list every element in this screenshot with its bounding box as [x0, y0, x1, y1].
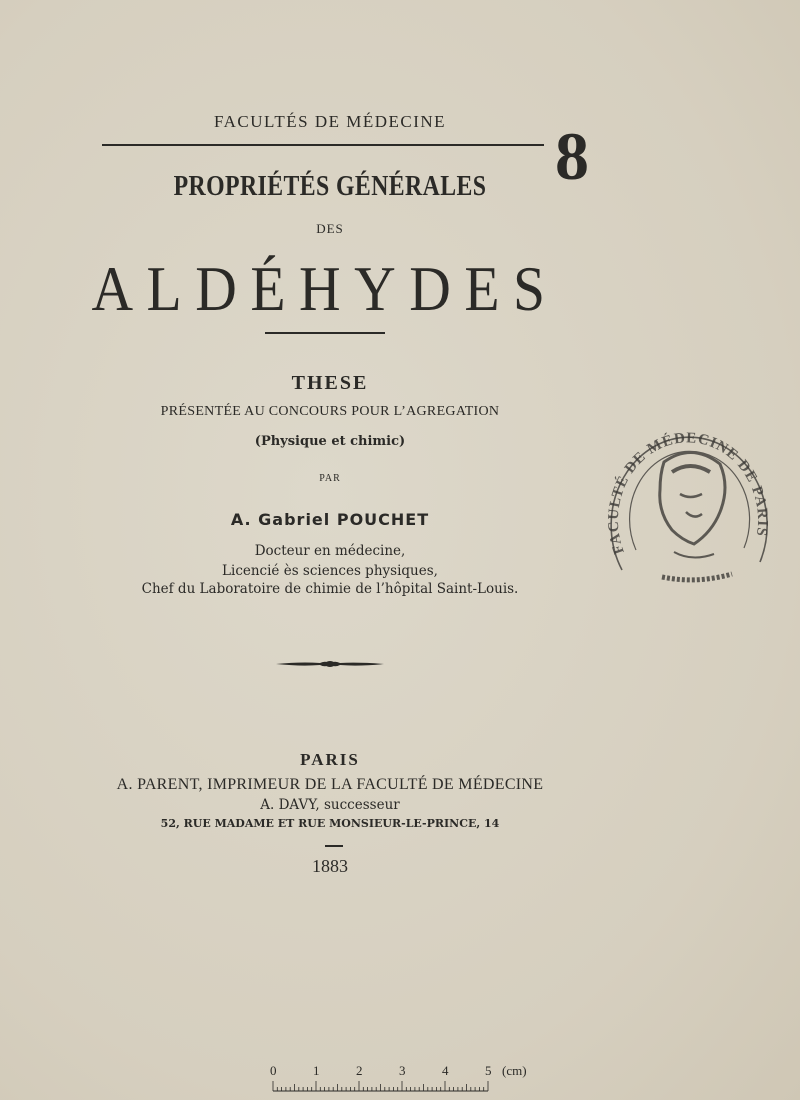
imprint-year: 1883	[312, 856, 348, 876]
scale-label: 1	[313, 1063, 320, 1078]
scale-label: 3	[399, 1063, 406, 1078]
imprint-address: 52, RUE MADAME ET RUE MONSIEUR-LE-PRINCE, 14	[160, 817, 500, 830]
title-rule	[265, 332, 385, 334]
ornament-divider-icon	[276, 660, 384, 668]
scale-unit: (cm)	[502, 1063, 527, 1078]
par-line: PAR	[319, 473, 341, 484]
library-stamp-icon	[602, 402, 772, 597]
title-line-1: PROPRIÉTÉS GÉNÉRALES	[173, 170, 487, 202]
series-heading: FACULTÉS DE MÉDECINE	[213, 112, 447, 131]
scale-label: 5	[485, 1063, 492, 1078]
scale-label: 4	[442, 1063, 449, 1078]
imprint-printer: A. PARENT, IMPRIMEUR DE LA FACULTÉ DE MÉDECINE	[116, 776, 544, 793]
presented-line: PRÉSENTÉE AU CONCOURS POUR L’AGREGATION	[160, 404, 500, 419]
svg-text:FACULTÉ DE MÉDECINE DE PARIS: FACULTÉ DE MÉDECINE DE PARIS	[605, 430, 771, 557]
ruler-ticks	[268, 1079, 538, 1095]
author-name: A. Gabriel POUCHET	[230, 510, 430, 529]
imprint-dash	[325, 845, 343, 847]
scale-label: 0	[270, 1063, 277, 1078]
scale-label: 2	[356, 1063, 363, 1078]
title-main: ALDÉHYDES	[91, 253, 559, 324]
speciality-line: (Physique et chimic)	[254, 434, 406, 449]
qualification-line: Licencié ès sciences physiques,	[222, 563, 438, 579]
scale-bar	[268, 1063, 538, 1095]
imprint-successor: A. DAVY, successeur	[260, 797, 400, 813]
volume-number: 8	[555, 118, 589, 194]
qualification-line: Docteur en médecine,	[254, 543, 406, 559]
imprint-city: PARIS	[300, 750, 360, 769]
title-line-2: DES	[316, 221, 344, 236]
top-rule	[102, 144, 544, 146]
thesis-label: THESE	[291, 372, 369, 394]
qualification-line: Chef du Laboratoire de chimie de l’hôpital Saint-Louis.	[141, 581, 519, 597]
